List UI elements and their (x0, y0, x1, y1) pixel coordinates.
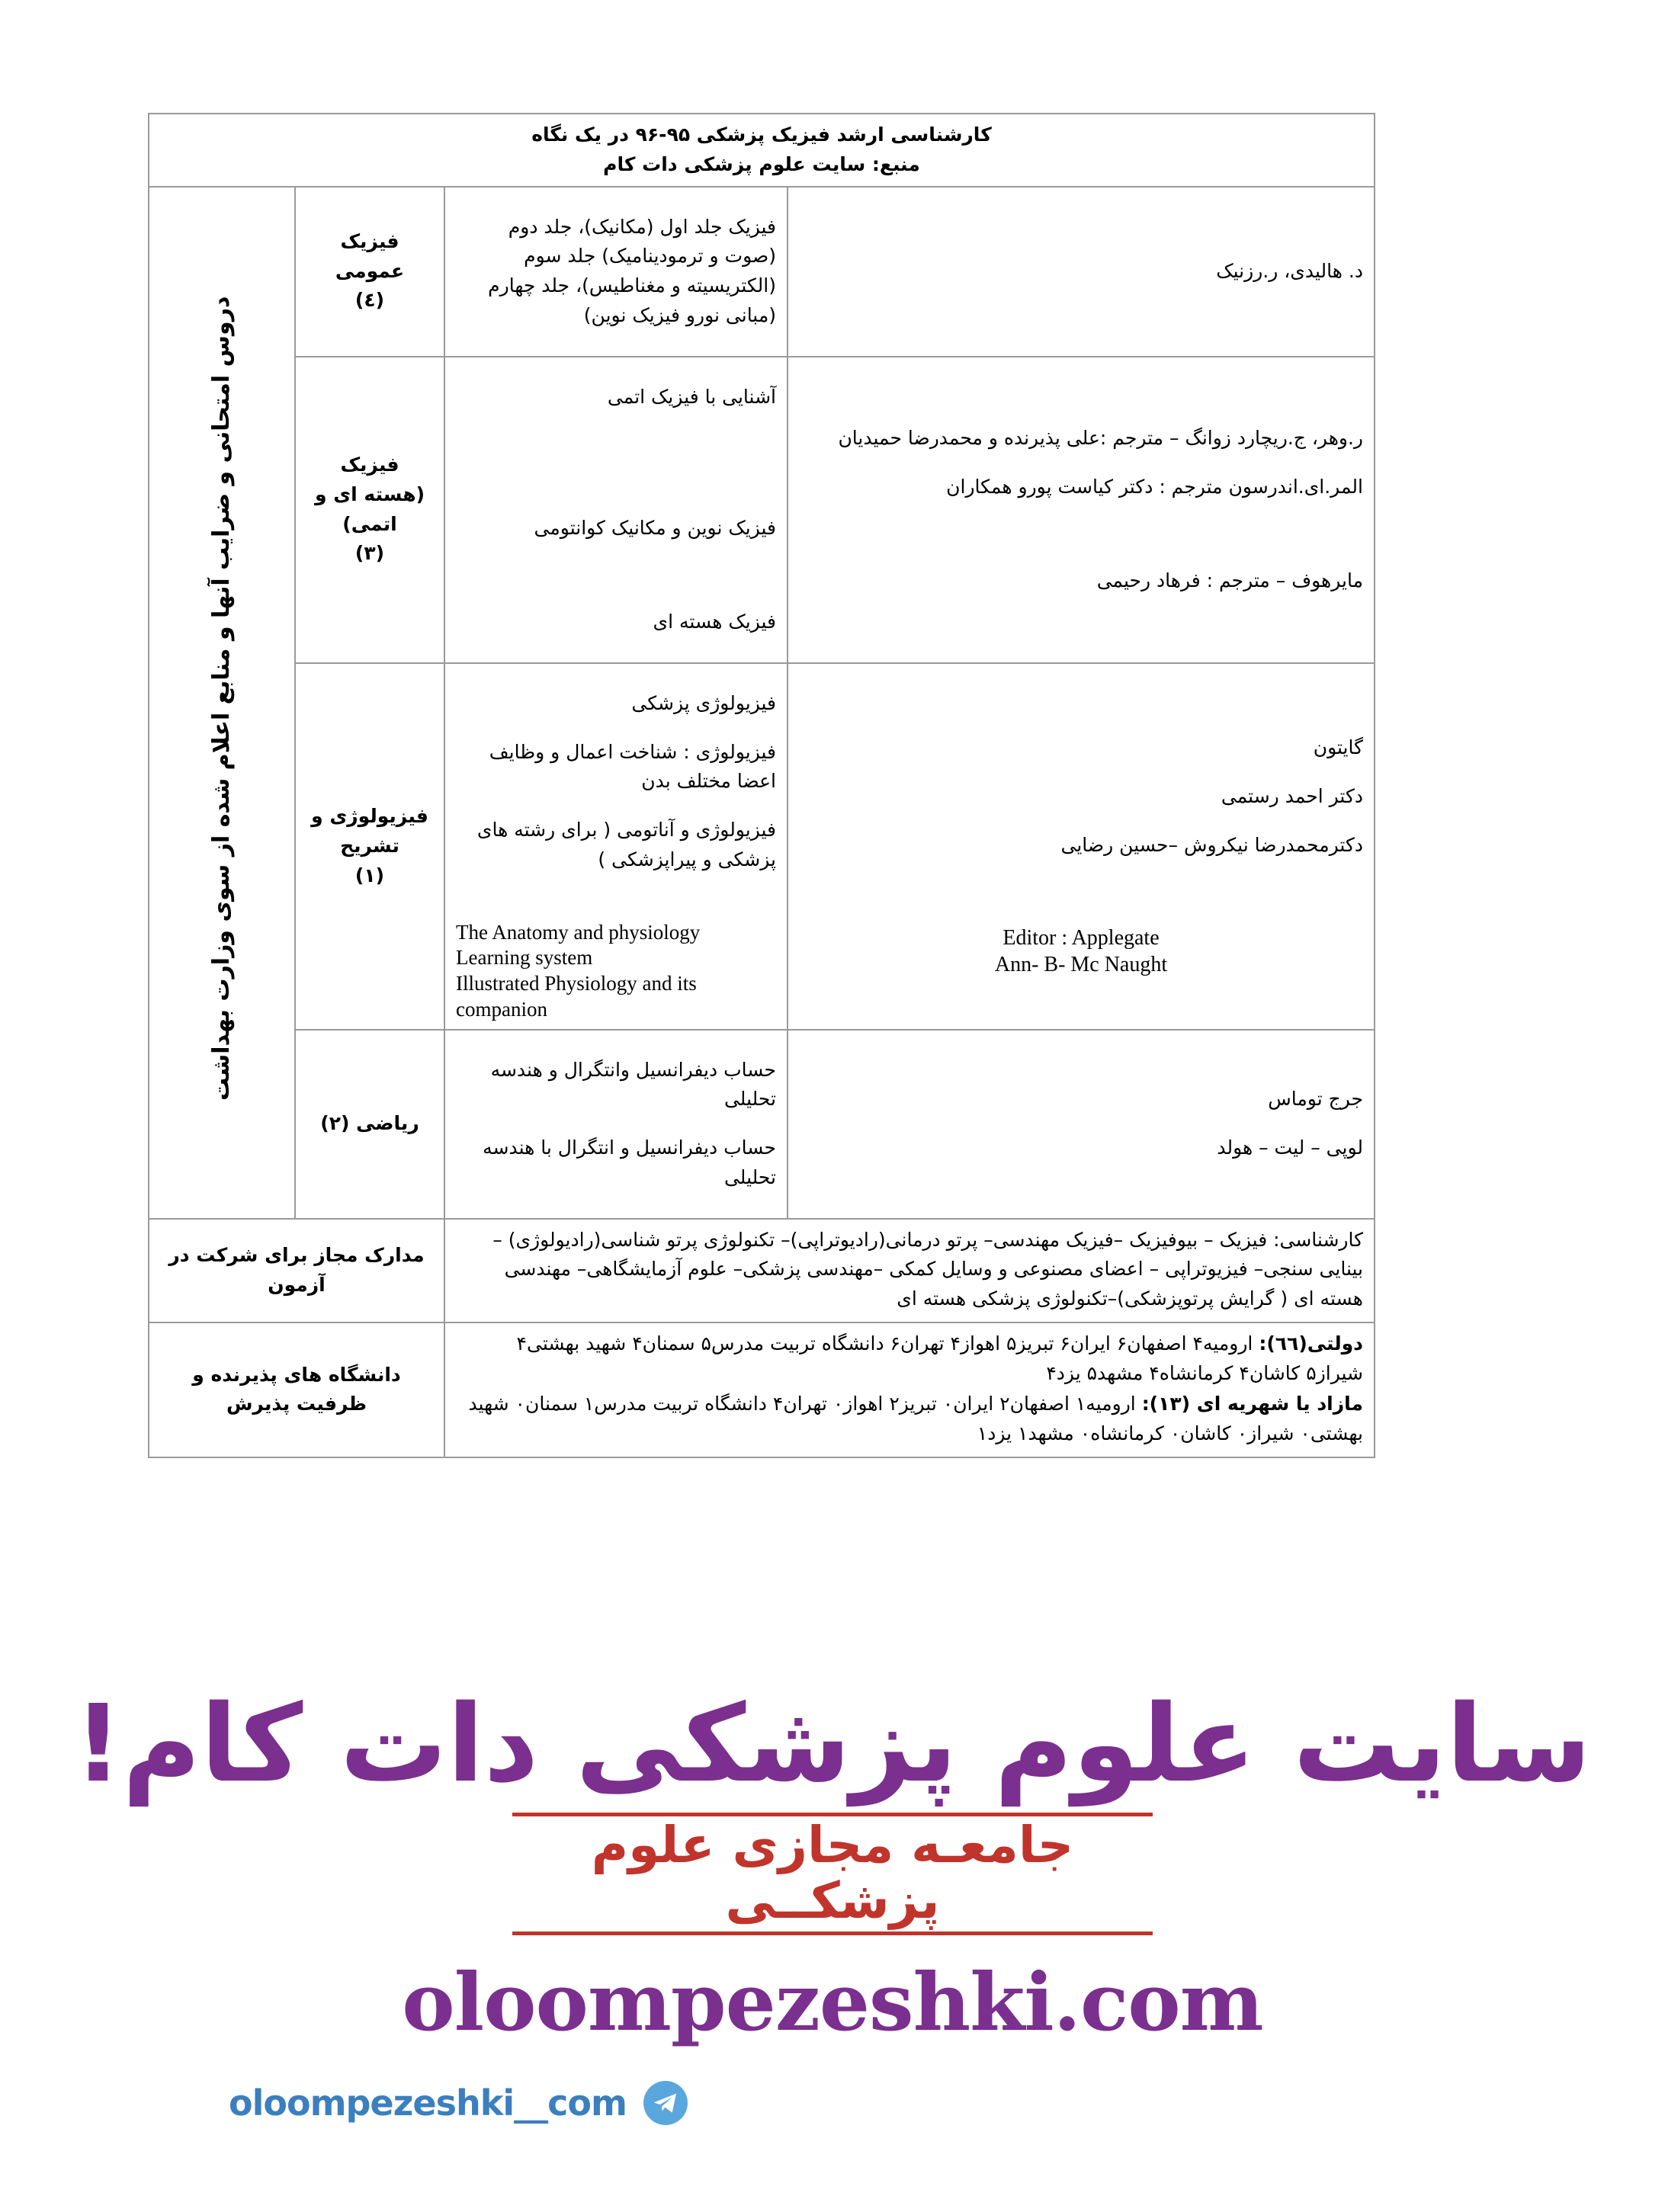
row1-books-cell (444, 187, 788, 357)
book-text: فیزیولوژی پزشکی (631, 691, 776, 714)
row4-authors-cell (788, 1030, 1375, 1219)
author-text: گایتون (1313, 736, 1363, 758)
book-text: فیزیولوژی و آناتومی ( برای رشته های پزشکی و پیراپزشکی ) (476, 819, 776, 870)
red-banner-text: جامعـه مجازی علوم پزشکــی (591, 1816, 1074, 1930)
capacity-public (456, 1329, 1363, 1389)
side-label-cell (149, 187, 295, 1219)
table-row (149, 1030, 1375, 1219)
table-row (149, 357, 1375, 663)
capacity-header-cell (149, 1322, 444, 1457)
telegram-handle[interactable]: oloompezeshki__com (229, 2082, 627, 2124)
capacity-row (149, 1322, 1375, 1457)
footer-branding (0, 1682, 1665, 2050)
eligibility-header-cell (149, 1219, 444, 1322)
subject-subname: (هسته ای و اتمی) (315, 482, 425, 535)
spacer (799, 879, 1363, 925)
subject-coefficient: (۳) (354, 542, 385, 565)
title-line-1: کارشناسی ارشد فیزیک پزشکی ۹۵-۹۶ در یک نگاه (531, 123, 992, 146)
author-text: جرج توماس (1268, 1088, 1363, 1111)
table-title-cell (149, 114, 1375, 187)
book-en-line: Illustrated Physiology and its (456, 972, 697, 995)
eligibility-header-text: مدارک مجاز برای شرکت در آزمون (168, 1243, 425, 1296)
author-en-line: Editor : Applegate (1003, 926, 1160, 951)
author-text: ر.وهر، ج.ریچارد زوانگ – مترجم :علی پذیرنده و محمدرضا حمیدیان (838, 427, 1363, 449)
author-text: لوپی – لیت – هولد (1217, 1136, 1363, 1159)
row3-authors-cell (788, 663, 1375, 1030)
row2-books-cell (444, 357, 788, 663)
subject-name: فیزیک (340, 454, 399, 476)
row3-subject-cell (295, 663, 444, 1030)
row2-authors-cell (788, 357, 1375, 663)
public-body: ارومیه۴ اصفهان۶ ایران۶ تبریز۵ اهواز۴ تهران۶ دانشگاه تربیت مدرس۵ سمنان۴ شهید بهشتی۴ شیراز۵ کاشان۴ کرمانشاه۴ مشهد۵ یزد۴ (516, 1332, 1363, 1384)
paid-body: ارومیه۱ اصفهان۲ ایران۰ تبریز۲ اهواز۰ تهران۴ دانشگاه تربیت مدرس۱ سمنان۰ شهید بهشتی۰ شیراز۰ کاشان۰ کرمانشاه۰ مشهد۱ یزد۱ (468, 1393, 1363, 1444)
eligibility-text: کارشناسی: فیزیک – بیوفیزیک –فیزیک مهندسی– پرتو درمانی(رادیوتراپی)– تکنولوژی پرتو شناسی(رادیولوژی) –بینایی سنجی– فیزیوتراپی – اعضای مصنوعی و وسایل کمکی –مهندسی پزشکی– علوم آزمایشگاهی– مهندسی هسته ای ( گرایش پرتوپزشکی)–تکنولوژی پزشکی هسته ای (492, 1228, 1363, 1310)
spacer (456, 563, 776, 588)
telegram-icon (643, 2081, 688, 2125)
author-text: مایرهوف – مترجم : فرهاد رحیمی (1096, 569, 1363, 591)
author-en-line: Ann- B- Mc Naught (994, 953, 1168, 977)
capacity-paid (456, 1390, 1363, 1449)
author-text: دکترمحمدرضا نیکروش –حسین رضایی (1060, 833, 1363, 856)
eligibility-body-cell (444, 1219, 1375, 1322)
row3-books-cell (444, 663, 788, 1030)
website-url[interactable]: oloompezeshki.com (402, 1955, 1263, 2050)
row2-subject-cell (295, 357, 444, 663)
book-en-line: Learning system (456, 946, 593, 970)
book-text: آشنایی با فیزیک اتمی (607, 385, 776, 408)
book-text: فیزیک هسته ای (653, 611, 776, 633)
row4-books-cell (444, 1030, 788, 1219)
row4-subject-cell (295, 1030, 444, 1219)
table-row (149, 663, 1375, 1030)
book-en-line: companion (456, 997, 547, 1021)
row1-subject-cell (295, 187, 444, 357)
author-text: المر.ای.اندرسون مترجم : دکتر کیاست پورو همکاران (946, 475, 1363, 498)
subject-coefficient: (٤) (354, 289, 385, 312)
row1-authors-cell (788, 187, 1375, 357)
site-logo-text: سایت علوم پزشکی دات کام! (73, 1682, 1592, 1806)
table-row (149, 187, 1375, 357)
red-banner (512, 1813, 1153, 1935)
book-en-line: The Anatomy and physiology (456, 920, 701, 944)
paid-label: مازاد یا شهریه ای (۱۳): (1141, 1393, 1363, 1415)
spacer (456, 894, 776, 920)
book-text: فیزیولوژی : شناخت اعمال و وظایف اعضا مختلف بدن (489, 740, 776, 793)
book-text: فیزیک جلد اول (مکانیک)، جلد دوم (صوت و ترمودینامیک) جلد سوم (الکتریسیته و مغناطیس)، جلد چهارم (مبانی نورو فیزیک نوین) (488, 215, 776, 326)
book-text: حساب دیفرانسیل وانتگرال و هندسه تحلیلی (490, 1058, 776, 1111)
subject-name: فیزیک عمومی (335, 229, 405, 282)
title-line-2: منبع: سایت علوم پزشکی دات کام (603, 152, 920, 175)
subject-name: فیزیولوژی و تشریح (311, 805, 428, 857)
eligibility-row (149, 1219, 1375, 1322)
subject-coefficient: (١) (354, 864, 385, 886)
capacity-header-text: دانشگاه های پذیرنده و ظرفیت پذیرش (192, 1363, 401, 1415)
author-text: د. هالیدی، ر.رزنیک (1216, 259, 1363, 282)
table-title-row (149, 114, 1375, 187)
book-text: فیزیک نوین و مکانیک کوانتومی (534, 517, 776, 540)
spacer (799, 521, 1363, 547)
book-text: حساب دیفرانسیل و انتگرال با هندسه تحلیلی (483, 1136, 776, 1188)
side-label-text: دروس امتحانی و ضرایب آنها و منابع اعلام شده از سوی وزارت بهداشت (208, 295, 235, 1101)
telegram-row[interactable] (229, 2081, 688, 2125)
exam-summary-table (149, 113, 1375, 1458)
spacer (456, 431, 776, 495)
capacity-body-cell (444, 1322, 1375, 1457)
public-label: دولتی(٦٦): (1259, 1332, 1363, 1354)
author-text: دکتر احمد رستمی (1221, 784, 1363, 807)
subject-name: ریاضی (٢) (320, 1112, 419, 1135)
